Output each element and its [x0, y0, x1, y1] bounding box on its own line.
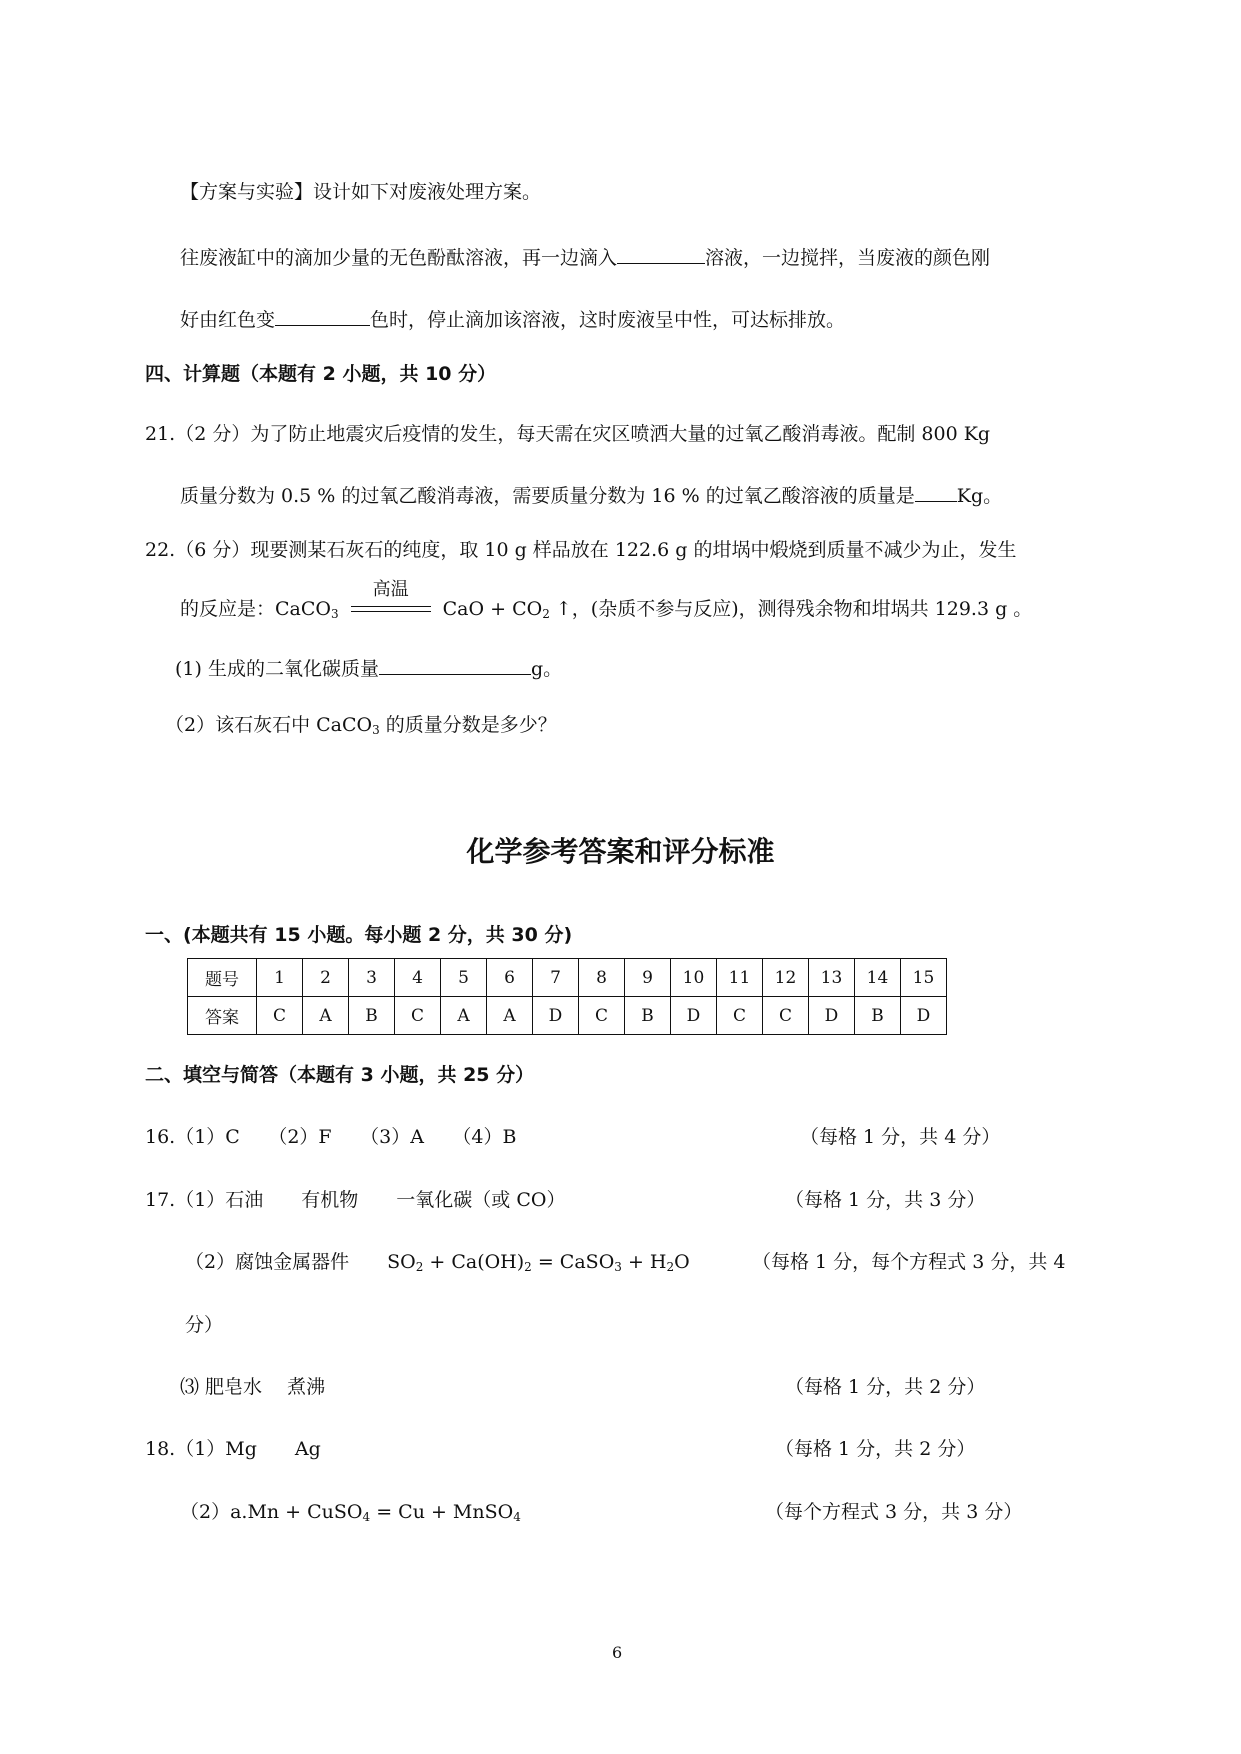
- q16-answer: 16.（1）C （2）F （3）A （4）B: [145, 1126, 517, 1148]
- table-cell: C: [717, 997, 763, 1035]
- q17-2-answer: （2）腐蚀金属器件 $SO_2 + Ca(OH)_2$ = CaSO$_3$ + $H_2O$: [185, 1251, 690, 1274]
- table-cell: C: [257, 997, 303, 1035]
- q17-1-answer: 17.（1）石油 有机物 一氧化碳（或 CO）: [145, 1189, 566, 1211]
- answer-table: [187, 958, 947, 1035]
- q18-1-answer: 18.（1）Mg Ag: [145, 1438, 321, 1460]
- plan-label: 【方案与实验】: [180, 181, 314, 203]
- part1-heading: 一、(本题共有 15 小题。每小题 2 分，共 30 分): [145, 924, 573, 946]
- q17-3-answer: ⑶ 肥皂水 煮沸: [180, 1376, 326, 1398]
- q17-3-score: （每格 1 分，共 2 分）: [785, 1376, 986, 1398]
- q22-part-1: (1) 生成的二氧化碳质量 g。: [175, 654, 562, 681]
- answer-blank[interactable]: [379, 654, 531, 675]
- table-cell: D: [901, 997, 947, 1035]
- table-cell: 10: [671, 959, 717, 997]
- reaction-equals-sign: [349, 579, 433, 622]
- table-cell: D: [533, 997, 579, 1035]
- table-header-cell: 答案: [188, 997, 257, 1035]
- table-cell: 8: [579, 959, 625, 997]
- page-number: 6: [612, 1643, 623, 1662]
- plan-text: 设计如下对废液处理方案。: [313, 181, 542, 203]
- q21-line-1: 21.（2 分）为了防止地震灾后疫情的发生，每天需在灾区喷洒大量的过氧乙酸消毒液。配制 800 Kg: [145, 423, 991, 445]
- table-cell: C: [395, 997, 441, 1035]
- plan-paragraph: [180, 180, 541, 204]
- table-cell: 3: [349, 959, 395, 997]
- table-cell: 5: [441, 959, 487, 997]
- table-cell: 14: [855, 959, 901, 997]
- table-cell: A: [487, 997, 533, 1035]
- q16-score: （每格 1 分，共 4 分）: [800, 1126, 1001, 1148]
- part2-heading: 二、填空与简答（本题有 3 小题，共 25 分）: [145, 1064, 535, 1086]
- q22-reaction-line: 的反应是：CaCO$_3$ 高温 CaO + $CO_2$ ↑，(杂质不参与反应)，测得残余物和坩埚共 129.3 g 。: [180, 579, 1033, 621]
- table-row: [188, 959, 947, 997]
- q17-2-score-cont: 分）: [185, 1314, 224, 1336]
- plan-line-2: 好由红色变 色时，停止滴加该溶液，这时废液呈中性，可达标排放。: [180, 305, 845, 332]
- table-cell: 15: [901, 959, 947, 997]
- table-cell: A: [303, 997, 349, 1035]
- table-cell: C: [763, 997, 809, 1035]
- plan-line-1: 往废液缸中的滴加少量的无色酚酞溶液，再一边滴入 溶液，一边搅拌，当废液的颜色刚: [180, 243, 990, 270]
- table-cell: 12: [763, 959, 809, 997]
- section4-heading: 四、计算题（本题有 2 小题，共 10 分）: [145, 363, 497, 385]
- page-title: 化学参考答案和评分标准: [466, 835, 775, 868]
- table-cell: 6: [487, 959, 533, 997]
- q18-2-answer: （2）a.Mn + CuSO$_4$ = Cu + MnSO$_4$: [180, 1501, 521, 1524]
- table-cell: B: [855, 997, 901, 1035]
- table-cell: 13: [809, 959, 855, 997]
- q18-1-score: （每格 1 分，共 2 分）: [775, 1438, 976, 1460]
- table-row: [188, 997, 947, 1035]
- table-cell: 2: [303, 959, 349, 997]
- table-cell: 9: [625, 959, 671, 997]
- table-cell: D: [671, 997, 717, 1035]
- table-cell: A: [441, 997, 487, 1035]
- answer-blank[interactable]: [915, 481, 957, 502]
- answer-blank[interactable]: [617, 243, 705, 264]
- q21-line-2: 质量分数为 0.5 % 的过氧乙酸消毒液，需要质量分数为 16 % 的过氧乙酸溶液的质量是 Kg。: [180, 481, 1002, 508]
- table-cell: 7: [533, 959, 579, 997]
- table-cell: B: [625, 997, 671, 1035]
- q22-line-1: 22.（6 分）现要测某石灰石的纯度，取 10 g 样品放在 122.6 g 的坩埚中煅烧到质量不减少为止，发生: [145, 539, 1017, 561]
- table-header-cell: 题号: [188, 959, 257, 997]
- table-cell: 4: [395, 959, 441, 997]
- table-cell: D: [809, 997, 855, 1035]
- q17-2-score: （每格 1 分，每个方程式 3 分，共 4: [752, 1251, 1066, 1273]
- table-cell: 11: [717, 959, 763, 997]
- q18-2-score: （每个方程式 3 分，共 3 分）: [765, 1501, 1023, 1523]
- q22-part-2: （2）该石灰石中 CaCO$_3$ 的质量分数是多少？: [165, 714, 557, 737]
- table-cell: B: [349, 997, 395, 1035]
- answer-blank[interactable]: [275, 305, 370, 326]
- q17-1-score: （每格 1 分，共 3 分）: [785, 1189, 986, 1211]
- table-cell: 1: [257, 959, 303, 997]
- reaction-condition: 高温: [372, 579, 409, 600]
- table-cell: C: [579, 997, 625, 1035]
